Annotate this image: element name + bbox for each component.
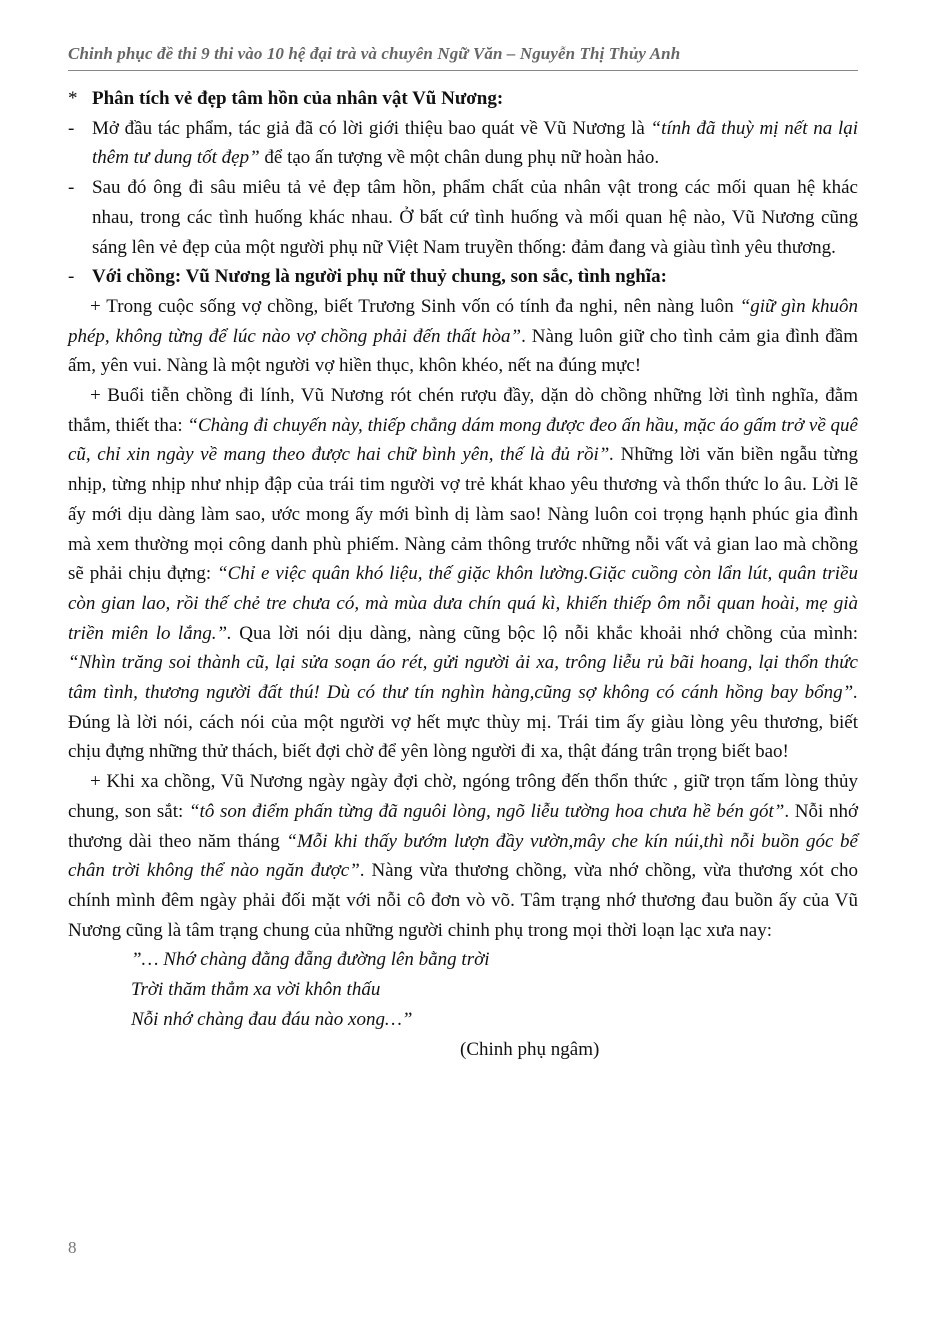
bullet-depth bbox=[68, 173, 858, 262]
para1-text-b: . Nàng luôn giữ cho tình cảm gia đình đầm ấm, yên vui. Nàng là một người vợ hiền thục, khôn khéo, nết na đúng mực! bbox=[68, 325, 858, 377]
page-number: 8 bbox=[68, 1238, 77, 1257]
para1-quote: “giữ gìn khuôn phép, không từng để lúc nào vợ chồng phải đến thất hòa” bbox=[68, 295, 858, 347]
poem-line-3: Nỗi nhớ chàng đau đáu nào xong…” bbox=[131, 1008, 413, 1030]
paragraph-farewell bbox=[68, 381, 858, 767]
para2-text-c: Qua lời nói dịu dàng, nàng cũng bộc lộ nỗi khắc khoải nhớ chồng của mình: bbox=[231, 622, 858, 644]
para2-quote-1: “Chàng đi chuyến này, thiếp chẳng dám mong được đeo ấn hầu, mặc áo gấm trở về quê cũ, chỉ xin ngày về mang theo được hai chữ bình yên, thế là đủ rồi”. bbox=[68, 414, 858, 466]
poem-source: (Chinh phụ ngâm) bbox=[460, 1038, 600, 1060]
paragraph-family-life bbox=[68, 292, 858, 381]
document-body bbox=[68, 84, 858, 1064]
para2-text-b: Những lời văn biền ngẫu từng nhịp, từng nhịp như nhịp đập của trái tim người vợ trẻ khát khao yêu thương và thổn thức lo âu. Lời lẽ ấy mới dịu dàng làm sao, ước mong ấy mới bình dị làm sao! Nàng luôn coi trọng hạnh phúc gia đình mà xem thường mọi công danh phù phiếm. Nàng cảm thông trước những nỗi vất vả gian lao mà chồng sẽ phải chịu đựng: bbox=[68, 444, 858, 585]
poem-line-2: Trời thăm thẳm xa vời khôn thấu bbox=[131, 979, 381, 1001]
para3-quote-2: “Mỗi khi thấy bướm lượn đầy vườn,mây che kín núi,thì nỗi buồn góc bể chân trời không thể nào ngăn được” bbox=[68, 830, 858, 882]
dash-bullet: - bbox=[68, 266, 75, 288]
running-header: Chinh phục đề thi 9 thi vào 10 hệ đại trà và chuyên Ngữ Văn – Nguyễn Thị Thủy Anh bbox=[68, 44, 681, 63]
bullet-husband-heading: Với chồng: Vũ Nương là người phụ nữ thuỷ chung, son sắc, tình nghĩa: bbox=[92, 266, 667, 288]
para2-quote-3: “Nhìn trăng soi thành cũ, lại sửa soạn áo rét, gửi người ải xa, trông liễu rủ bãi hoang, lại thổn thức tâm tình, thương người đất thú! Dù có thư tín nghìn hàng,cũng sợ không có cánh hồng bay bổng”. bbox=[68, 652, 858, 704]
section-heading-text: Phân tích vẻ đẹp tâm hồn của nhân vật Vũ Nương: bbox=[92, 88, 504, 109]
dash-bullet: - bbox=[68, 117, 75, 139]
para1-text-a: + Trong cuộc sống vợ chồng, biết Trương Sinh vốn có tính đa nghi, nên nàng luôn bbox=[90, 295, 740, 317]
para2-text-a: + Buổi tiễn chồng đi lính, Vũ Nương rót chén rượu đầy, dặn dò chồng những lời tình nghĩa, đằm thắm, thiết tha: bbox=[68, 385, 858, 436]
para3-text-c: . Nàng vừa thương chồng, vừa nhớ chồng, vừa thương xót cho chính mình đêm ngày phải đối mặt với nỗi cô đơn vò võ. Tâm trạng nhớ thương đau buồn ấy của Vũ Nương cũng là tâm trạng chung của những người chinh phụ trong mọi thời loạn lạc xưa nay: bbox=[68, 860, 858, 941]
para3-text-b: . Nỗi nhớ thương dài theo năm tháng bbox=[68, 800, 858, 852]
dash-bullet: - bbox=[68, 177, 75, 199]
para3-text-a: + Khi xa chồng, Vũ Nương ngày ngày đợi chờ, ngóng trông đến thổn thức , giữ trọn tấm lòng thủy chung, son sắt: bbox=[68, 771, 858, 822]
bullet-intro bbox=[68, 114, 858, 173]
para3-quote-1: “tô son điểm phấn từng đã nguôi lòng, ngõ liễu tường hoa chưa hề bén gót” bbox=[188, 800, 785, 822]
bullet-husband bbox=[68, 262, 858, 292]
poem-line-1: ”… Nhớ chàng đằng đẵng đường lên bằng trời bbox=[131, 949, 490, 971]
bullet-intro-quote: “tính đã thuỳ mị nết na lại thêm tư dung tốt đẹp” bbox=[92, 117, 859, 169]
bullet-depth-text: Sau đó ông đi sâu miêu tả vẻ đẹp tâm hồn, phẩm chất của nhân vật trong các mối quan hệ khác nhau, trong các tình huống khác nhau. Ở bất cứ tình huống và mối quan hệ nào, Vũ Nương cũng sáng lên vẻ đẹp của một người phụ nữ Việt Nam truyền thống: đảm đang và giàu tình yêu thương. bbox=[92, 177, 858, 258]
paragraph-waiting bbox=[68, 767, 858, 945]
header-divider bbox=[68, 70, 858, 71]
para2-quote-2: “Chỉ e việc quân khó liệu, thế giặc khôn lường.Giặc cuồng còn lẩn lút, quân triều còn gian lao, rồi thế chẻ tre chưa có, mà mùa dưa chín quá kì, khiến thiếp ôm nỗi quan hoài, mẹ già triền miên lo lắng.”. bbox=[68, 563, 858, 644]
para2-text-d: Đúng là lời nói, cách nói của một người vợ hết mực thùy mị. Trái tim ấy giàu lòng yêu thương, biết chịu đựng những thử thách, biết đợi chờ để yên lòng người đi xa, thật đáng trân trọng biết bao! bbox=[68, 711, 858, 763]
bullet-intro-text: Mở đầu tác phẩm, tác giả đã có lời giới thiệu bao quát về Vũ Nương là bbox=[92, 117, 651, 139]
bullet-intro-tail: để tạo ấn tượng về một chân dung phụ nữ hoàn hảo. bbox=[259, 147, 660, 169]
section-heading bbox=[68, 84, 858, 114]
section-marker: * bbox=[68, 88, 78, 109]
poem-excerpt bbox=[131, 945, 858, 1034]
